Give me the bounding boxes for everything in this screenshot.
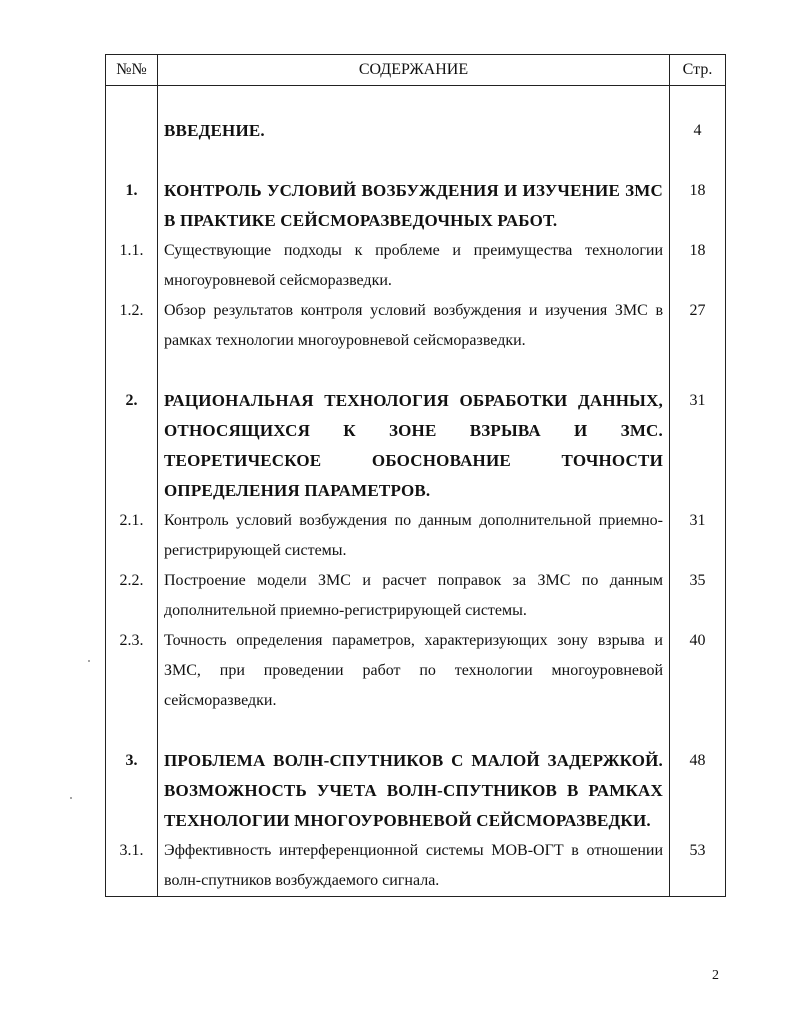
header-page: Стр. xyxy=(670,55,726,86)
toc-entry-1[interactable] xyxy=(106,176,726,236)
table-of-contents xyxy=(105,54,726,897)
toc-entry-2-3[interactable] xyxy=(106,626,726,716)
entry-num: 1.2. xyxy=(106,296,158,356)
entry-title: Построение модели ЗМС и расчет поправок за ЗМС по данным дополнительной приемно-регистрирующей системы. xyxy=(158,566,670,626)
entry-num xyxy=(106,116,158,146)
entry-title: РАЦИОНАЛЬНАЯ ТЕХНОЛОГИЯ ОБРАБОТКИ ДАННЫХ, ОТНОСЯЩИХСЯ К ЗОНЕ ВЗРЫВА И ЗМС. ТЕОРЕТИЧЕСКОЕ ОБОСНОВАНИЕ ТОЧНОСТИ ОПРЕДЕЛЕНИЯ ПАРАМЕТРОВ. xyxy=(158,386,670,506)
entry-title: ПРОБЛЕМА ВОЛН-СПУТНИКОВ С МАЛОЙ ЗАДЕРЖКОЙ. ВОЗМОЖНОСТЬ УЧЕТА ВОЛН-СПУТНИКОВ В РАМКАХ ТЕХНОЛОГИИ МНОГОУРОВНЕВОЙ СЕЙСМОРАЗВЕДКИ. xyxy=(158,746,670,836)
entry-page: 31 xyxy=(670,386,726,506)
page-number: 2 xyxy=(712,968,719,983)
entry-num: 1.1. xyxy=(106,236,158,296)
entry-num: 3.1. xyxy=(106,836,158,897)
entry-num: 1. xyxy=(106,176,158,236)
toc-entry-intro[interactable] xyxy=(106,116,726,146)
entry-title: Точность определения параметров, характеризующих зону взрыва и ЗМС, при проведении работ по технологии многоуровневой сейсморазведки. xyxy=(158,626,670,716)
entry-num: 2.2. xyxy=(106,566,158,626)
entry-title: Эффективность интерференционной системы МОВ-ОГТ в отношении волн-спутников возбуждаемого сигнала. xyxy=(158,836,670,897)
entry-num: 2.1. xyxy=(106,506,158,566)
entry-page: 4 xyxy=(670,116,726,146)
entry-num: 2. xyxy=(106,386,158,506)
entry-page: 27 xyxy=(670,296,726,356)
entry-page: 31 xyxy=(670,506,726,566)
entry-title: Существующие подходы к проблеме и преимущества технологии многоуровневой сейсморазведки. xyxy=(158,236,670,296)
entry-page: 18 xyxy=(670,176,726,236)
entry-page: 53 xyxy=(670,836,726,897)
header-num: №№ xyxy=(106,55,158,86)
entry-title: ВВЕДЕНИЕ. xyxy=(158,116,670,146)
entry-num: 3. xyxy=(106,746,158,836)
entry-title: КОНТРОЛЬ УСЛОВИЙ ВОЗБУЖДЕНИЯ И ИЗУЧЕНИЕ ЗМС В ПРАКТИКЕ СЕЙСМОРАЗВЕДОЧНЫХ РАБОТ. xyxy=(158,176,670,236)
toc-entry-3[interactable] xyxy=(106,746,726,836)
entry-num: 2.3. xyxy=(106,626,158,716)
entry-title: Обзор результатов контроля условий возбуждения и изучения ЗМС в рамках технологии многоуровневой сейсморазведки. xyxy=(158,296,670,356)
entry-title: Контроль условий возбуждения по данным дополнительной приемно-регистрирующей системы. xyxy=(158,506,670,566)
header-content: СОДЕРЖАНИЕ xyxy=(158,55,670,86)
entry-page: 48 xyxy=(670,746,726,836)
toc-entry-1-1[interactable] xyxy=(106,236,726,296)
toc-entry-3-1[interactable] xyxy=(106,836,726,897)
entry-page: 40 xyxy=(670,626,726,716)
entry-page: 35 xyxy=(670,566,726,626)
toc-entry-1-2[interactable] xyxy=(106,296,726,356)
toc-header-row xyxy=(106,55,726,86)
entry-page: 18 xyxy=(670,236,726,296)
scan-speck xyxy=(70,797,72,799)
toc-entry-2-2[interactable] xyxy=(106,566,726,626)
scan-speck xyxy=(88,660,90,662)
toc-entry-2[interactable] xyxy=(106,386,726,506)
toc-entry-2-1[interactable] xyxy=(106,506,726,566)
